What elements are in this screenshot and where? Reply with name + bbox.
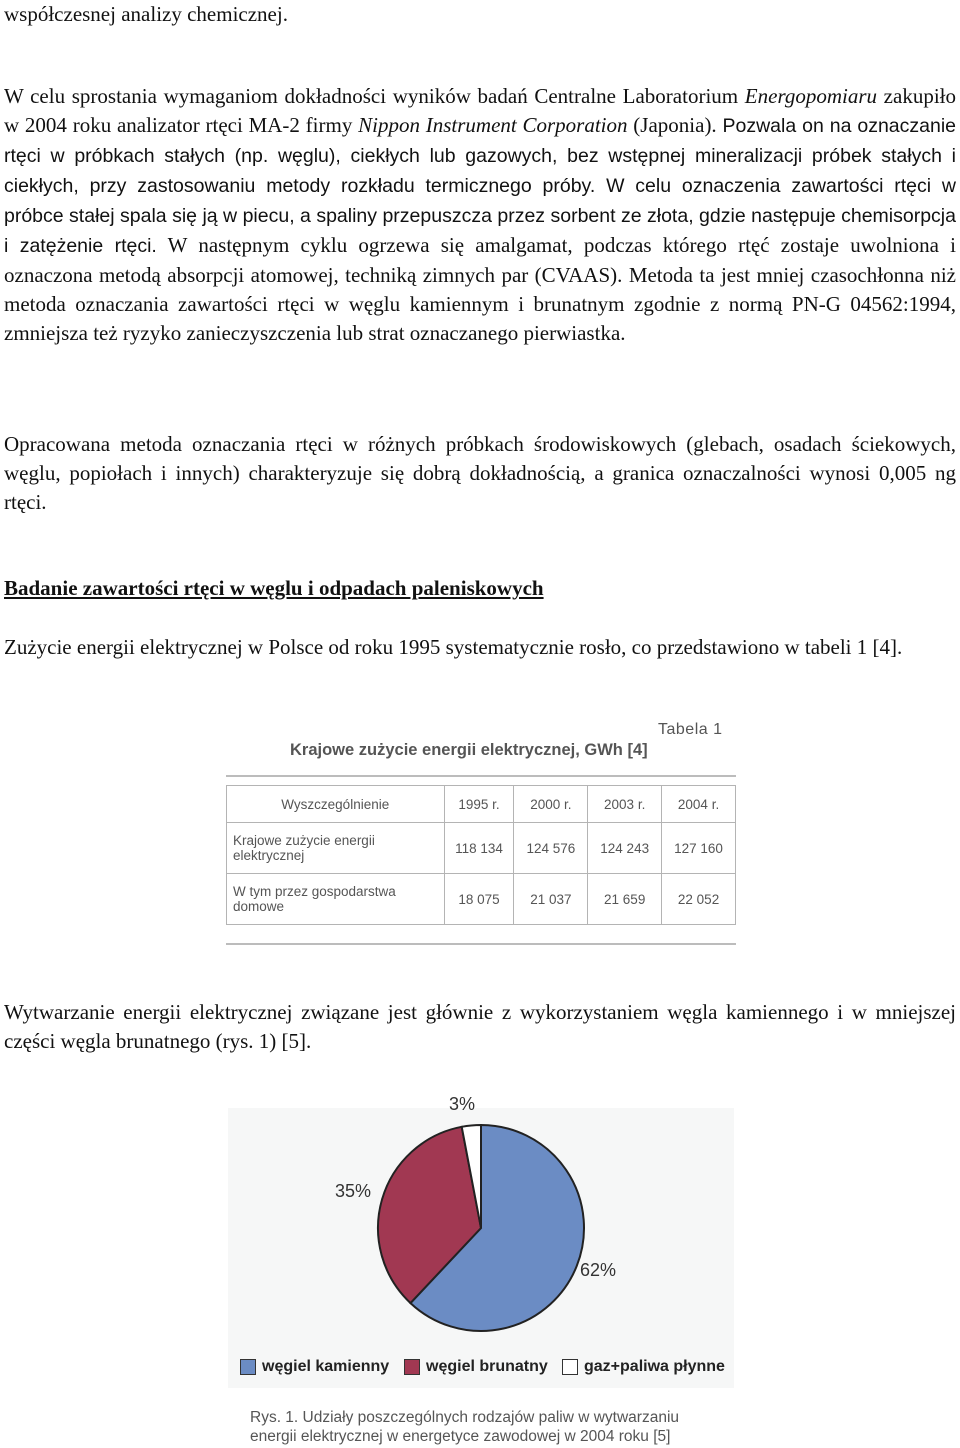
text-run: W następnym cyklu ogrzewa się amalgamat, podczas którego rtęć zostaje uwolniona i oznaczona metodą absorpcji atomowej, techniką zimnych par (CVAAS). Metoda ta jest mniej czasochłonna niż metoda oznaczania zawartości rtęci w węglu kamiennym i brunatnym zgodnie z normą PN-G 04562:1994, zmniejsza też ryzyko zanieczyszczenia lub strat oznaczanego pierwiastka. xyxy=(4,233,956,345)
paragraph-intro-end: współczesnej analizy chemicznej. xyxy=(4,2,288,26)
text-run: (Japonia). xyxy=(627,113,723,137)
section-heading: Badanie zawartości rtęci w węglu i odpadach paleniskowych xyxy=(4,576,544,600)
header-cell: Wyszczególnienie xyxy=(227,786,445,823)
table-cell: 21 659 xyxy=(588,874,662,925)
row-label: Krajowe zużycie energii elektrycznej xyxy=(227,823,445,874)
legend-item-lignite xyxy=(404,1357,548,1377)
table-cell: 127 160 xyxy=(662,823,736,874)
table-cell: 18 075 xyxy=(444,874,514,925)
slice-label-gas-oil: 3% xyxy=(449,1094,476,1114)
text-run-sans: Pozwala on na oznaczanie rtęci w próbkach stałych (np. węglu), ciekłych lub gazowych, bez wstępnej mineralizacji próbek stałych i ciekłych, przy zastosowaniu metody rozkładu termicznego próby. W celu oznaczenia zawartości rtęci w próbce stałej spala się ją w piecu, a spaliny przepuszcza przez sorbent ze złota, gdzie następuje chemisorpcja i zatężenie rtęci. xyxy=(4,115,957,257)
legend-swatch xyxy=(562,1359,578,1375)
table-label: Tabela 1 xyxy=(658,721,723,738)
legend-label: węgiel brunatny xyxy=(426,1358,548,1375)
figure-caption: Rys. 1. Udziały poszczególnych rodzajów paliw w wytwarzaniu energii elektrycznej w energetyce zawodowej w 2004 roku [5] xyxy=(250,1409,680,1445)
table-cell: 118 134 xyxy=(444,823,514,874)
row-label: W tym przez gospodarstwa domowe xyxy=(227,874,445,925)
legend-item-gas-oil xyxy=(562,1357,725,1377)
legend-item-hard-coal xyxy=(240,1357,389,1377)
text-run: zakupiło w 2004 roku analizator rtęci MA-2 firmy xyxy=(4,84,956,137)
slice-label-lignite: 35% xyxy=(335,1181,372,1201)
paragraph-method: Opracowana metoda oznaczania rtęci w różnych próbkach środowiskowych (glebach, osadach ściekowych, węglu, popiołach i innych) charakteryzuje się dobrą dokładnością, a granica oznaczalności wynosi 0,005 ng rtęci. xyxy=(4,432,956,514)
paragraph-generation: Wytwarzanie energii elektrycznej związane jest głównie z wykorzystaniem węgla kamiennego i w mniejszej części węgla brunatnego (rys. 1) [5]. xyxy=(4,1000,956,1053)
table-title: Krajowe zużycie energii elektrycznej, GWh [4] xyxy=(290,741,648,759)
text-run: W celu sprostania wymaganiom dokładności wyników badań Centralne Laboratorium xyxy=(4,84,745,108)
legend-label: węgiel kamienny xyxy=(262,1358,390,1375)
header-cell: 1995 r. xyxy=(444,786,514,823)
table-cell: 21 037 xyxy=(514,874,588,925)
company-name: Energopomiaru xyxy=(744,84,878,108)
paragraph-consumption: Zużycie energii elektrycznej w Polsce od roku 1995 systematycznie rosło, co przedstawiono w tabeli 1 [4]. xyxy=(4,635,903,659)
slice-label-hard-coal: 62% xyxy=(580,1260,617,1280)
header-cell: 2003 r. xyxy=(588,786,662,823)
manufacturer-name: Nippon Instrument Corporation xyxy=(358,113,628,137)
legend-swatch xyxy=(404,1359,420,1375)
table-cell: 124 243 xyxy=(588,823,662,874)
header-cell: 2004 r. xyxy=(662,786,736,823)
header-cell: 2000 r. xyxy=(514,786,588,823)
legend-swatch xyxy=(240,1359,256,1375)
table-cell: 22 052 xyxy=(662,874,736,925)
table-cell: 124 576 xyxy=(514,823,588,874)
legend-label: gaz+paliwa płynne xyxy=(584,1358,725,1375)
